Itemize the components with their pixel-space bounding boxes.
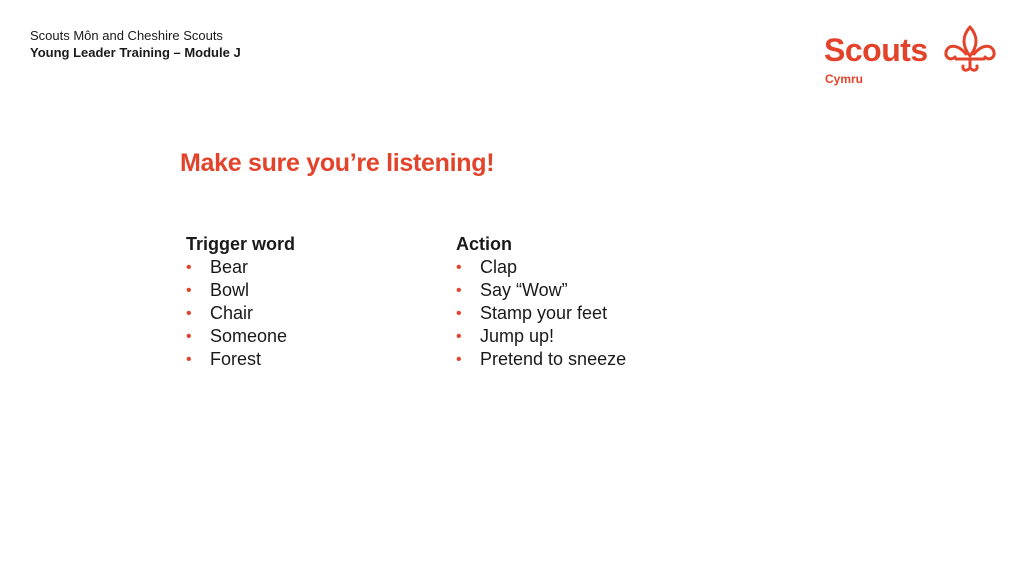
bullet-icon: • [456,305,462,322]
bullet-icon: • [186,328,192,345]
trigger-word-item [186,256,295,279]
scouts-cymru-logo [824,22,1004,88]
organisation-name: Scouts Môn and Cheshire Scouts [30,28,223,43]
bullet-icon: • [186,282,192,299]
trigger-word-item [186,348,295,371]
trigger-word-item [186,302,295,325]
logo-brand-text: Scouts [824,32,928,68]
action-item-label: Clap [480,257,518,277]
trigger-word-item-label: Chair [210,303,254,323]
bullet-icon: • [186,351,192,368]
trigger-word-heading: Trigger word [186,234,296,254]
logo-sub-text: Cymru [825,72,864,86]
action-item [456,302,626,325]
action-item [456,256,626,279]
action-item [456,279,626,302]
action-item [456,348,626,371]
bullet-icon: • [456,351,462,368]
slide-header [30,27,241,61]
action-item [456,325,626,348]
bullet-icon: • [186,259,192,276]
trigger-word-item [186,279,295,302]
trigger-word-list [186,256,295,371]
module-title: Young Leader Training – Module J [30,45,241,60]
action-item-label: Pretend to sneeze [480,349,627,369]
trigger-word-item-label: Someone [210,326,288,346]
trigger-word-item [186,325,295,348]
bullet-icon: • [456,259,462,276]
fleur-de-lis-icon [942,24,998,76]
action-item-label: Say “Wow” [480,280,568,300]
trigger-word-item-label: Bowl [210,280,250,300]
trigger-word-item-label: Forest [210,349,262,369]
action-item-label: Jump up! [480,326,555,346]
trigger-word-item-label: Bear [210,257,249,277]
trigger-word-column [186,233,295,371]
bullet-icon: • [456,282,462,299]
action-column [456,233,626,371]
bullet-icon: • [456,328,462,345]
slide-title: Make sure you’re listening! [180,149,495,177]
bullet-icon: • [186,305,192,322]
action-list [456,256,626,371]
action-item-label: Stamp your feet [480,303,608,323]
action-heading: Action [456,234,512,254]
